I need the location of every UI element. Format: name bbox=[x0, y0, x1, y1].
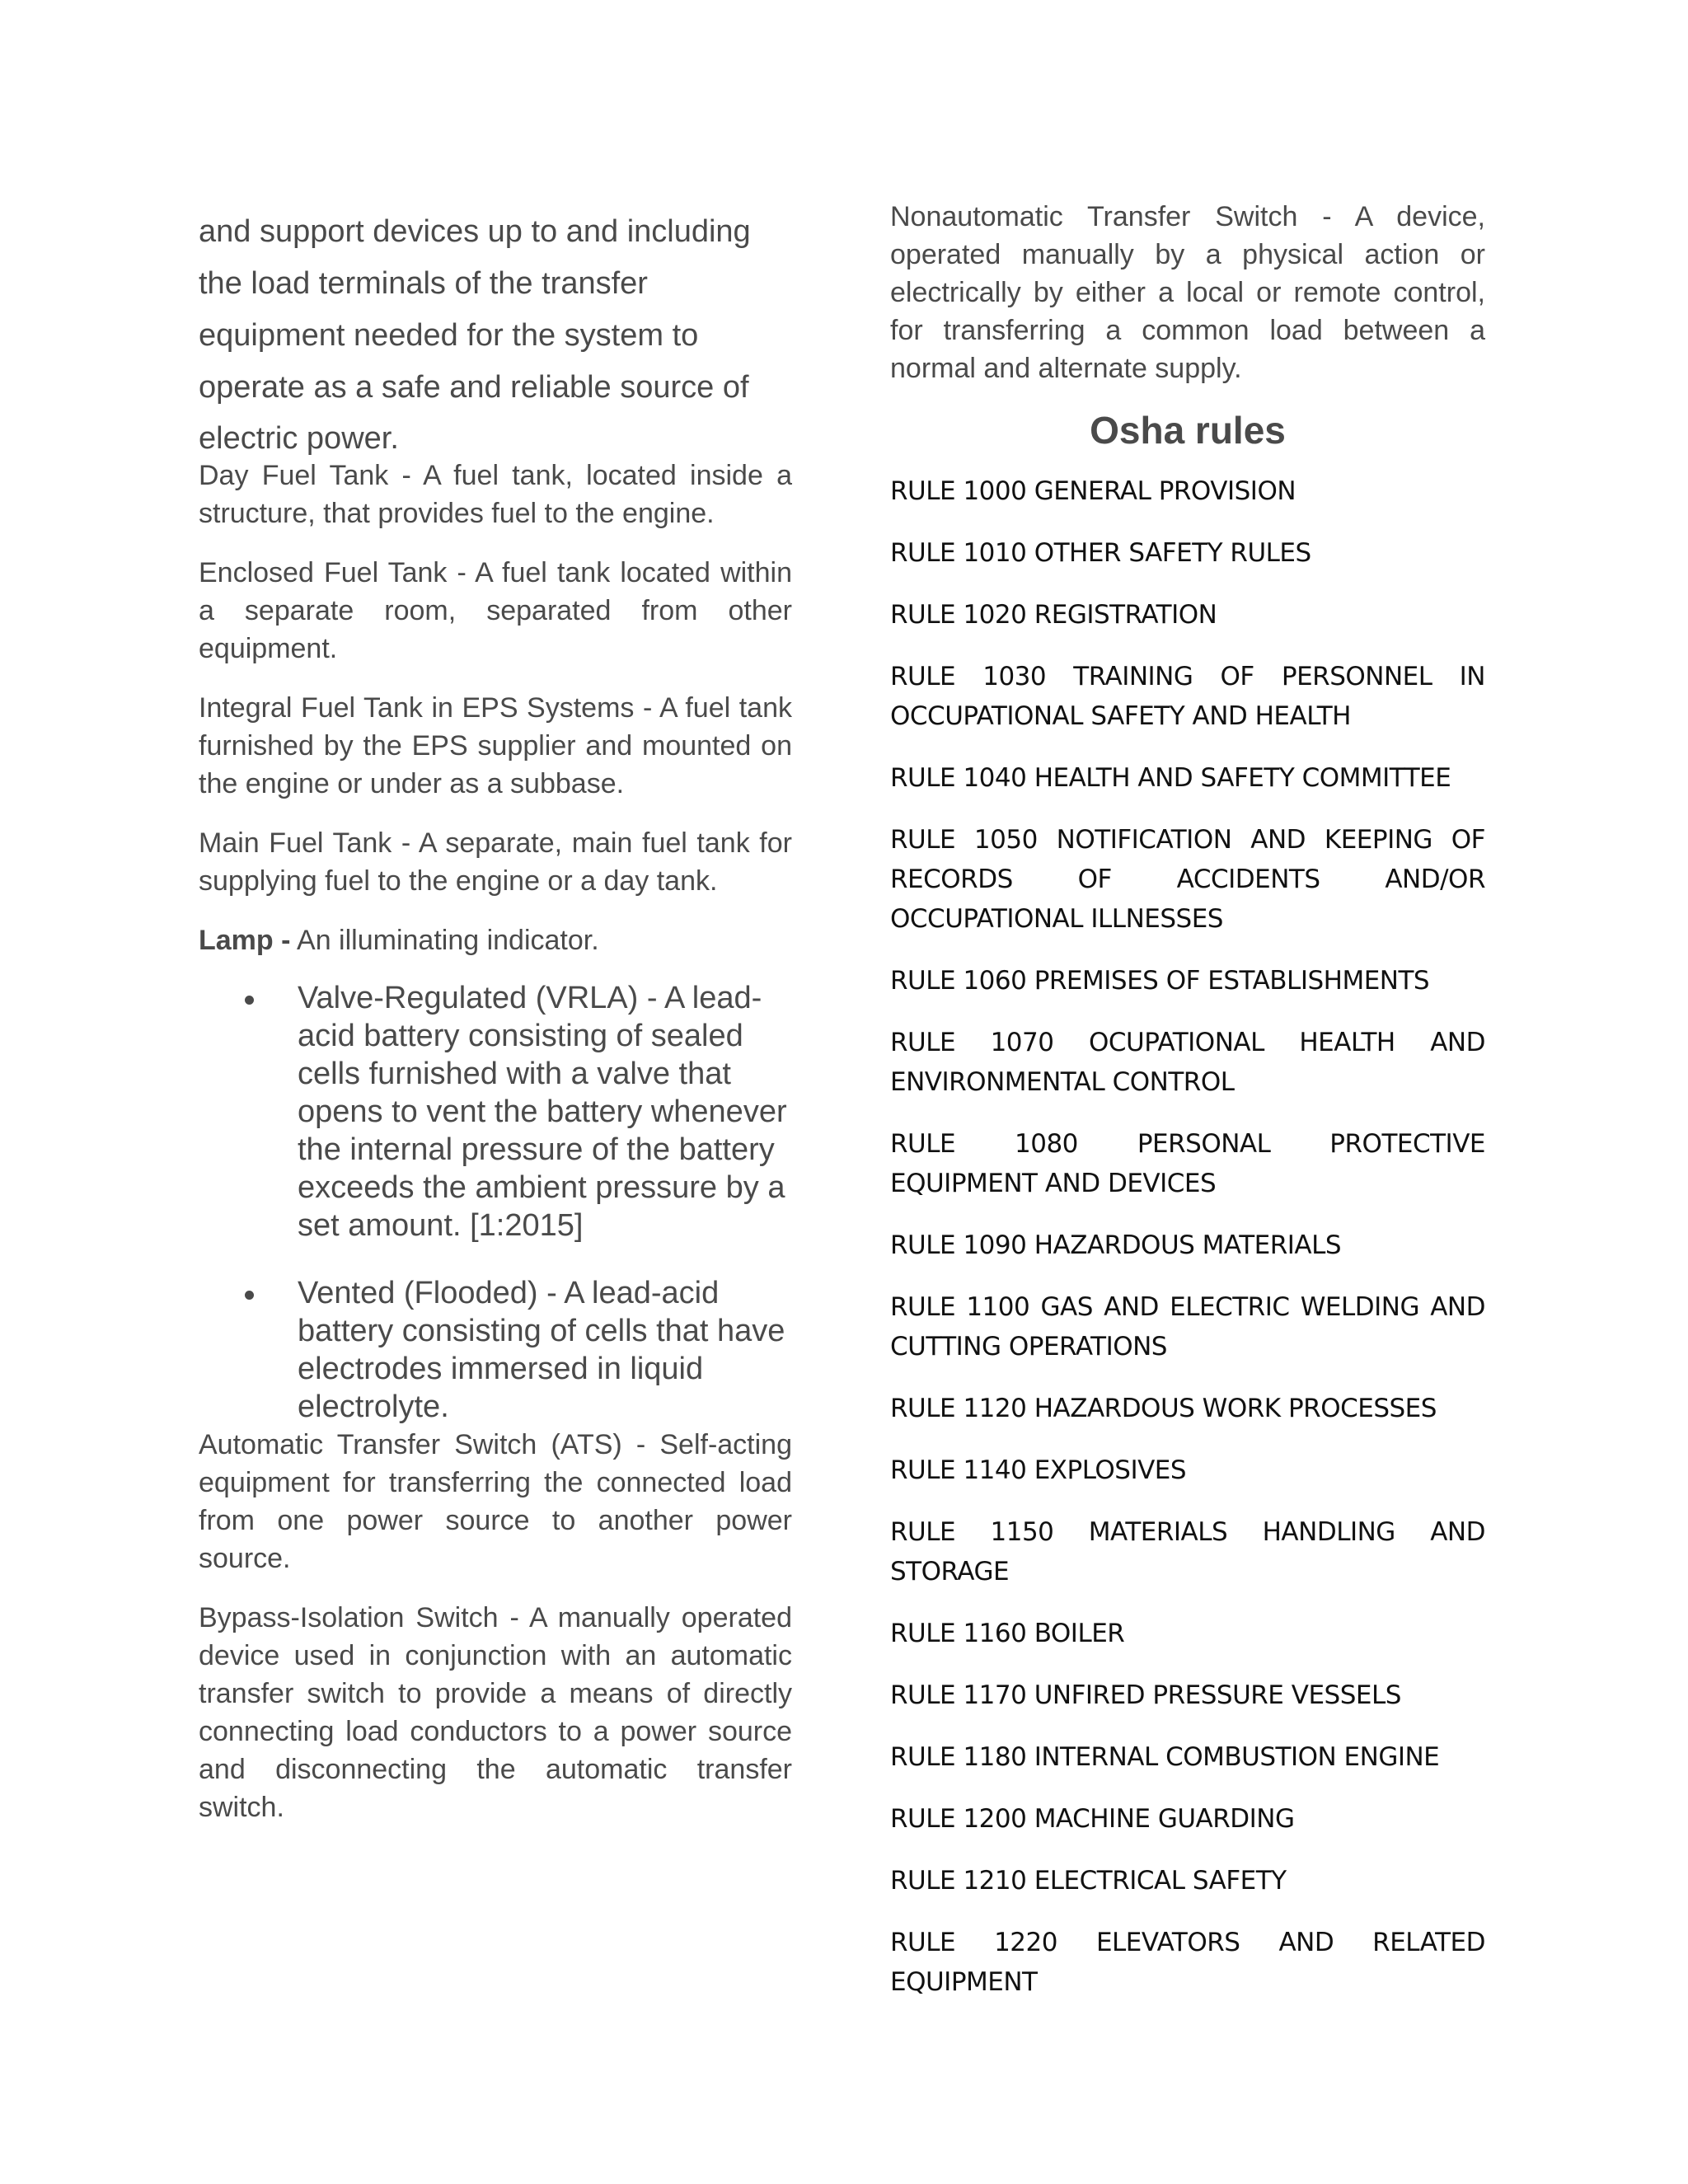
intro-line: operate as a safe and reliable source of bbox=[199, 370, 749, 405]
definition-day-fuel-tank: Day Fuel Tank - A fuel tank, located inside a structure, that provides fuel to the engine. bbox=[199, 460, 792, 529]
rule-item: RULE 1060 PREMISES OF ESTABLISHMENTS bbox=[890, 966, 1430, 996]
rule-item: RULE 1040 HEALTH AND SAFETY COMMITTEE bbox=[890, 763, 1451, 793]
rule-item: RULE 1200 MACHINE GUARDING bbox=[890, 1804, 1295, 1834]
lamp-term: Lamp - bbox=[199, 925, 291, 956]
intro-line: equipment needed for the system to bbox=[199, 318, 699, 353]
intro-line: the load terminals of the transfer bbox=[199, 266, 648, 301]
rule-item: RULE 1210 ELECTRICAL SAFETY bbox=[890, 1866, 1287, 1896]
list-item-text: Valve-Regulated (VRLA) - A lead-acid battery consisting of sealed cells furnished with a valve that opens to vent the battery whenever the internal pressure of the battery exceeds the ambient pressure by a set amount. [1:2015] bbox=[298, 981, 787, 1243]
list-item bbox=[199, 1274, 792, 1426]
definition-automatic-transfer-switch: Automatic Transfer Switch (ATS) - Self-acting equipment for transferring the connected load from one power source to another power source. bbox=[199, 1429, 792, 1574]
rule-item: RULE 1100 GAS AND ELECTRIC WELDING AND CUTTING OPERATIONS bbox=[890, 1292, 1485, 1361]
bullet-icon bbox=[245, 996, 254, 1005]
rule-item: RULE 1080 PERSONAL PROTECTIVE EQUIPMENT AND DEVICES bbox=[890, 1129, 1485, 1198]
left-column bbox=[199, 206, 792, 1848]
rules-list bbox=[890, 471, 1485, 2002]
rule-item: RULE 1090 HAZARDOUS MATERIALS bbox=[890, 1230, 1342, 1260]
definition-lamp bbox=[199, 921, 792, 959]
intro-line: electric power. bbox=[199, 421, 399, 456]
rule-item: RULE 1120 HAZARDOUS WORK PROCESSES bbox=[890, 1394, 1437, 1423]
rule-item: RULE 1160 BOILER bbox=[890, 1619, 1125, 1648]
rule-item: RULE 1150 MATERIALS HANDLING AND STORAGE bbox=[890, 1517, 1485, 1586]
rule-item: RULE 1170 UNFIRED PRESSURE VESSELS bbox=[890, 1680, 1401, 1710]
rule-item: RULE 1010 OTHER SAFETY RULES bbox=[890, 538, 1311, 568]
list-item bbox=[199, 979, 792, 1244]
definition-enclosed-fuel-tank: Enclosed Fuel Tank - A fuel tank located within a separate room, separated from other equipment. bbox=[199, 557, 792, 664]
definition-integral-fuel-tank: Integral Fuel Tank in EPS Systems - A fuel tank furnished by the EPS supplier and mounted on the engine or under as a subbase. bbox=[199, 692, 792, 799]
definition-bypass-isolation-switch: Bypass-Isolation Switch - A manually operated device used in conjunction with an automatic transfer switch to provide a means of directly connecting load conductors to a power source and disconnecting the automatic transfer switch. bbox=[199, 1602, 792, 1823]
rule-item: RULE 1140 EXPLOSIVES bbox=[890, 1455, 1187, 1485]
section-heading: Osha rules bbox=[1090, 409, 1286, 452]
definition-nonautomatic-transfer-switch: Nonautomatic Transfer Switch - A device, operated manually by a physical action or electrically by either a local or remote control, for transferring a common load between a normal and alternate supply. bbox=[890, 201, 1485, 384]
intro-line: and support devices up to and including bbox=[199, 214, 751, 249]
rule-item: RULE 1030 TRAINING OF PERSONNEL IN OCCUPATIONAL SAFETY AND HEALTH bbox=[890, 662, 1485, 731]
rule-item: RULE 1220 ELEVATORS AND RELATED EQUIPMENT bbox=[890, 1928, 1485, 1997]
bullet-icon bbox=[245, 1291, 254, 1300]
rule-item: RULE 1070 OCUPATIONAL HEALTH AND ENVIRONMENTAL CONTROL bbox=[890, 1028, 1485, 1097]
rule-item: RULE 1180 INTERNAL COMBUSTION ENGINE bbox=[890, 1742, 1440, 1772]
list-item-text: Vented (Flooded) - A lead-acid battery consisting of cells that have electrodes immersed in liquid electrolyte. bbox=[298, 1276, 785, 1424]
battery-types-list bbox=[199, 979, 792, 1426]
definition-main-fuel-tank: Main Fuel Tank - A separate, main fuel tank for supplying fuel to the engine or a day tank. bbox=[199, 827, 792, 897]
lamp-text: An illuminating indicator. bbox=[290, 925, 599, 956]
rule-item: RULE 1000 GENERAL PROVISION bbox=[890, 476, 1296, 506]
rule-item: RULE 1050 NOTIFICATION AND KEEPING OF RECORDS OF ACCIDENTS AND/OR OCCUPATIONAL ILLNESSES bbox=[890, 825, 1485, 934]
right-column bbox=[890, 198, 1485, 2024]
rule-item: RULE 1020 REGISTRATION bbox=[890, 600, 1217, 630]
